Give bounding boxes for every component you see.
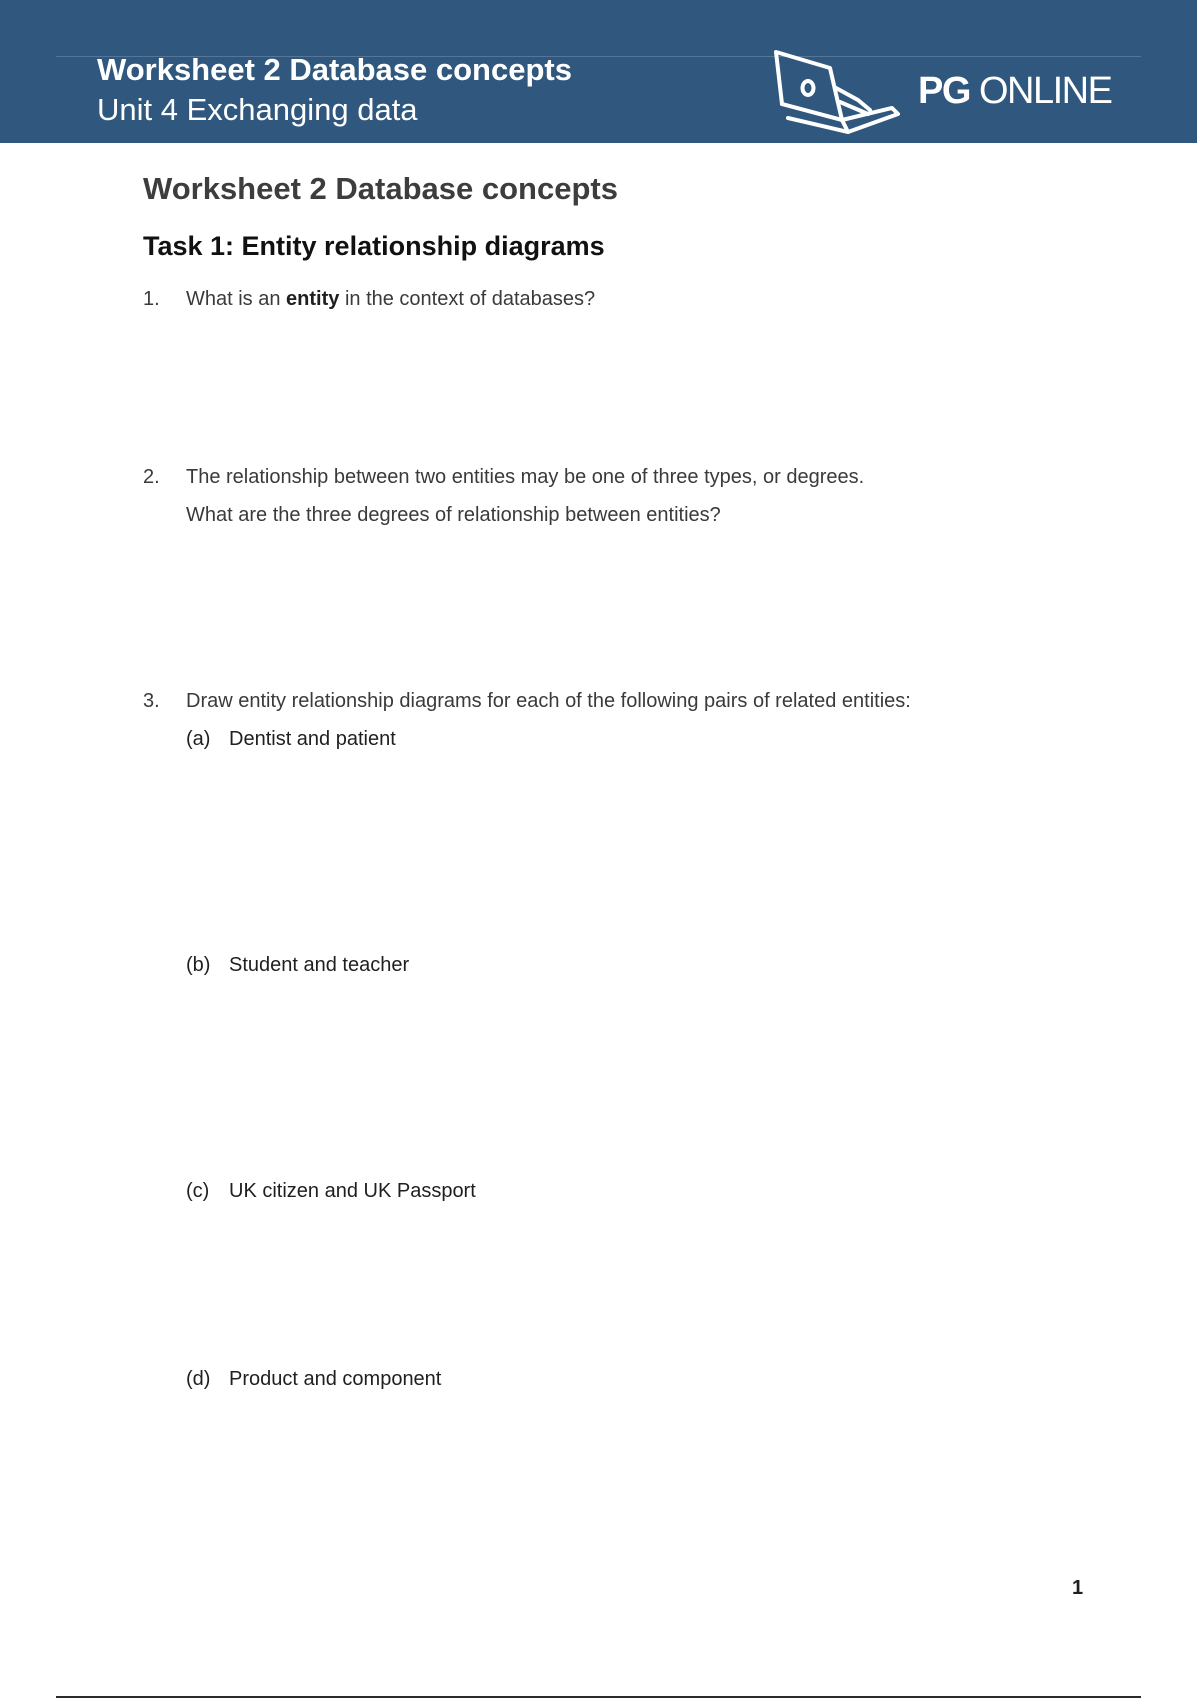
task-heading: Task 1: Entity relationship diagrams — [143, 231, 605, 261]
question-3-part-b — [186, 954, 409, 977]
header-title: Worksheet 2 Database concepts — [97, 52, 572, 87]
question-2-line-1: The relationship between two entities may be one of three types, or degrees. — [186, 466, 865, 488]
header-band — [0, 0, 1197, 143]
question-1-number: 1. — [143, 288, 160, 310]
page-title: Worksheet 2 Database concepts — [143, 171, 618, 206]
question-3-text: Draw entity relationship diagrams for each of the following pairs of related entities: — [186, 690, 911, 712]
brand-logo-rest: ONLINE — [969, 70, 1112, 112]
question-2-number: 2. — [143, 466, 160, 488]
part-a-text: Dentist and patient — [229, 728, 396, 750]
part-d-letter: (d) — [186, 1368, 211, 1390]
part-b-text: Student and teacher — [229, 954, 410, 976]
part-d-text: Product and component — [229, 1368, 442, 1390]
question-3-part-a — [186, 728, 396, 751]
question-3-part-c — [186, 1180, 476, 1203]
brand-logo-bold: PG — [918, 70, 970, 112]
part-a-letter: (a) — [186, 728, 211, 750]
footer-divider — [56, 1696, 1141, 1698]
question-1-text-before: What is an — [186, 288, 287, 310]
question-3-number: 3. — [143, 690, 160, 712]
question-1-text — [186, 288, 595, 311]
question-1-keyword: entity — [286, 288, 340, 310]
brand-logo-text — [918, 70, 1111, 113]
question-2-line-2: What are the three degrees of relationship between entities? — [186, 504, 721, 526]
laptop-icon — [772, 48, 906, 136]
part-b-letter: (b) — [186, 954, 211, 976]
question-3-part-d — [186, 1368, 441, 1391]
question-1-text-after: in the context of databases? — [339, 288, 596, 310]
part-c-letter: (c) — [186, 1180, 210, 1202]
header-subtitle: Unit 4 Exchanging data — [97, 92, 418, 127]
part-c-text: UK citizen and UK Passport — [229, 1180, 476, 1202]
page-number: 1 — [1072, 1577, 1084, 1599]
